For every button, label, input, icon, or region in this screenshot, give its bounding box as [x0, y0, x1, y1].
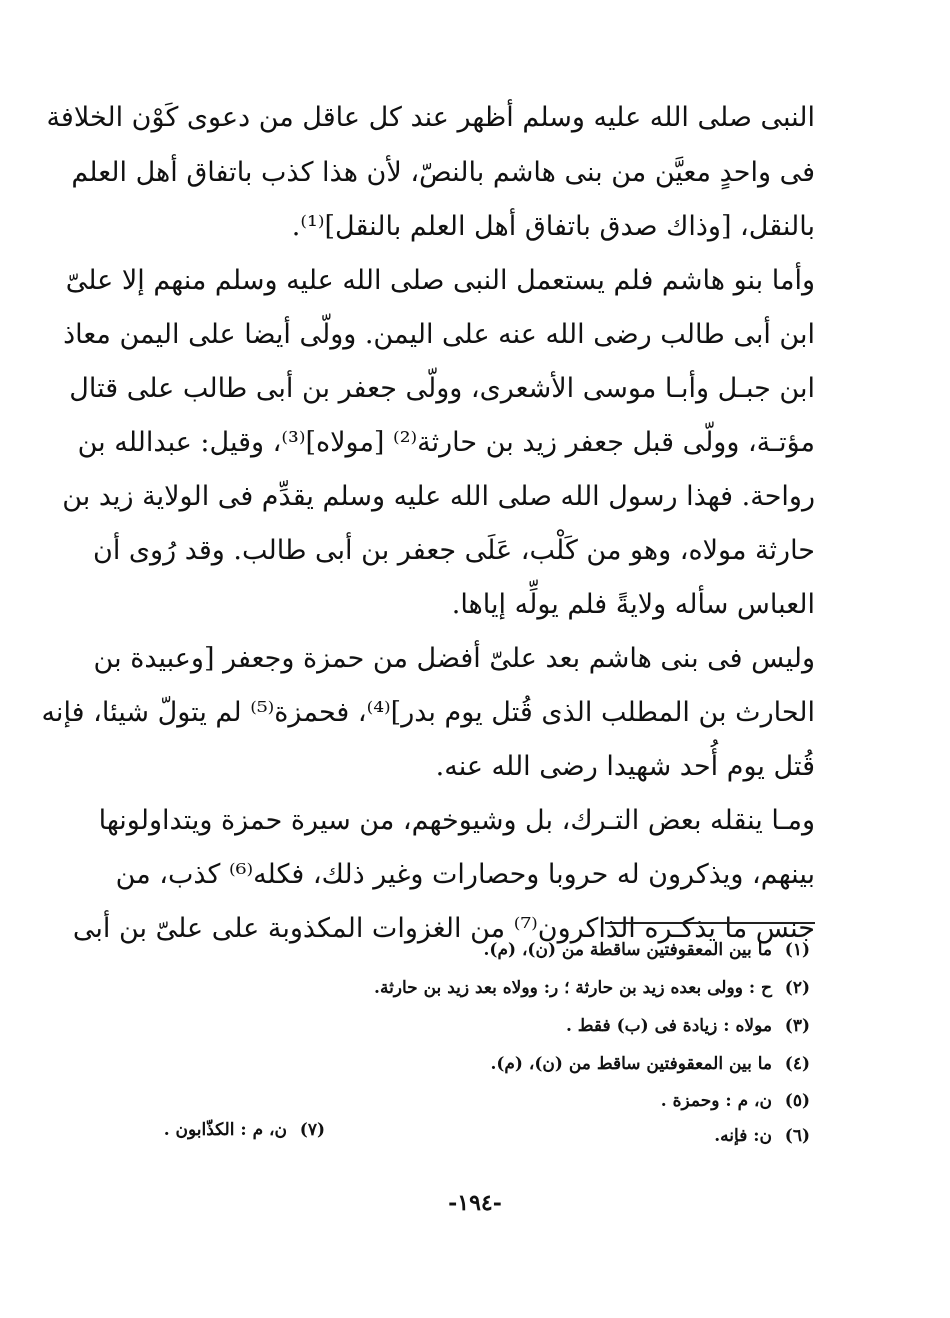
footnote	[714, 1124, 810, 1148]
text-line: فى واحدٍ معيَّن من بنى هاشم بالنصّ، لأن هذا كذب باتفاق أهل العلم	[71, 157, 815, 188]
footnote	[490, 1052, 810, 1076]
footnote-text: ما بين المعقوفتين ساقطة من (ن)، (م).	[483, 940, 772, 960]
footnote	[566, 1014, 810, 1038]
text-line: حارثة مولاه، وهو من كَلْب، عَلَى جعفر بن أبى طالب. وقد رُوى أن	[93, 535, 815, 566]
footnote	[484, 938, 811, 962]
footnote-number: (٧)	[299, 1120, 325, 1140]
text-line: ابن جبـل وأبـا موسى الأشعرى، وولّى جعفر بن أبى طالب على قتال	[69, 373, 815, 404]
footnote-number: (٥)	[784, 1091, 810, 1111]
footnote-text: مولاه : زيادة فى (ب) فقط .	[565, 1016, 772, 1036]
text-line: وأما بنو هاشم فلم يستعمل النبى صلى الله عليه وسلم منهم إلا علىّ	[65, 265, 815, 296]
text-line: النبى صلى الله عليه وسلم أظهر عند كل عاقل من دعوى كَوْن الخلافة	[46, 102, 815, 133]
footnote-number: (٣)	[784, 1016, 810, 1036]
footnote	[374, 976, 810, 1000]
footnote-text: ن، م : وحمزة .	[660, 1091, 772, 1111]
footnote-text: ن: فإنه.	[714, 1126, 772, 1146]
text-line: مؤتـة، وولّى قبل جعفر زيد بن حارثة⁽²⁾ [مولاه]⁽³⁾، وقيل: عبدالله بن	[77, 427, 815, 458]
text-line: وليس فى بنى هاشم بعد علىّ أفضل من حمزة وجعفر [وعبيدة بن	[93, 643, 815, 674]
text-line: العباس سأله ولايةً فلم يولِّه إياها.	[451, 589, 815, 620]
footnote-number: (١)	[784, 940, 810, 960]
text-line: بالنقل، [وذاك صدق باتفاق أهل العلم بالنقل]⁽¹⁾.	[291, 211, 815, 242]
footnote-number: (٤)	[784, 1054, 810, 1074]
text-line: قُتل يوم أُحد شهيدا رضى الله عنه.	[435, 751, 815, 782]
footnote	[164, 1118, 325, 1142]
text-line: ابن أبى طالب رضى الله عنه على اليمن. وولّى أيضا على اليمن معاذ	[63, 319, 815, 350]
footnote-text: ما بين المعقوفتين ساقط من (ن)، (م).	[490, 1054, 772, 1074]
text-line: بينهم، ويذكرون له حروبا وحصارات وغير ذلك، فكله⁽⁶⁾ كذب، من	[115, 859, 815, 890]
page-number: -١٩٤-	[448, 1190, 502, 1216]
footnote-separator	[605, 922, 815, 924]
text-line: الحارث بن المطلب الذى قُتل يوم بدر]⁽⁴⁾، فحمزة⁽⁵⁾ لم يتولّ شيئا، فإنه	[41, 697, 815, 728]
footnote-text: ن، م : الكذّابون .	[163, 1120, 287, 1140]
text-line: ومـا ينقله بعض التـرك، بل وشيوخهم، من سيرة حمزة ويتداولونها	[98, 805, 815, 836]
footnote	[661, 1089, 810, 1113]
footnote-number: (٢)	[784, 978, 810, 998]
footnote-text: ح : وولى بعده زيد بن حارثة ؛ ر: وولاه بعد زيد بن حارثة.	[374, 978, 772, 998]
footnote-number: (٦)	[784, 1126, 810, 1146]
text-line: جنس ما يذكـره الذاكرون⁽⁷⁾ من الغزوات المكذوبة على علىّ بن أبى	[72, 913, 815, 944]
text-line: رواحة. فهذا رسول الله صلى الله عليه وسلم يقدِّم فى الولاية زيد بن	[62, 481, 815, 512]
